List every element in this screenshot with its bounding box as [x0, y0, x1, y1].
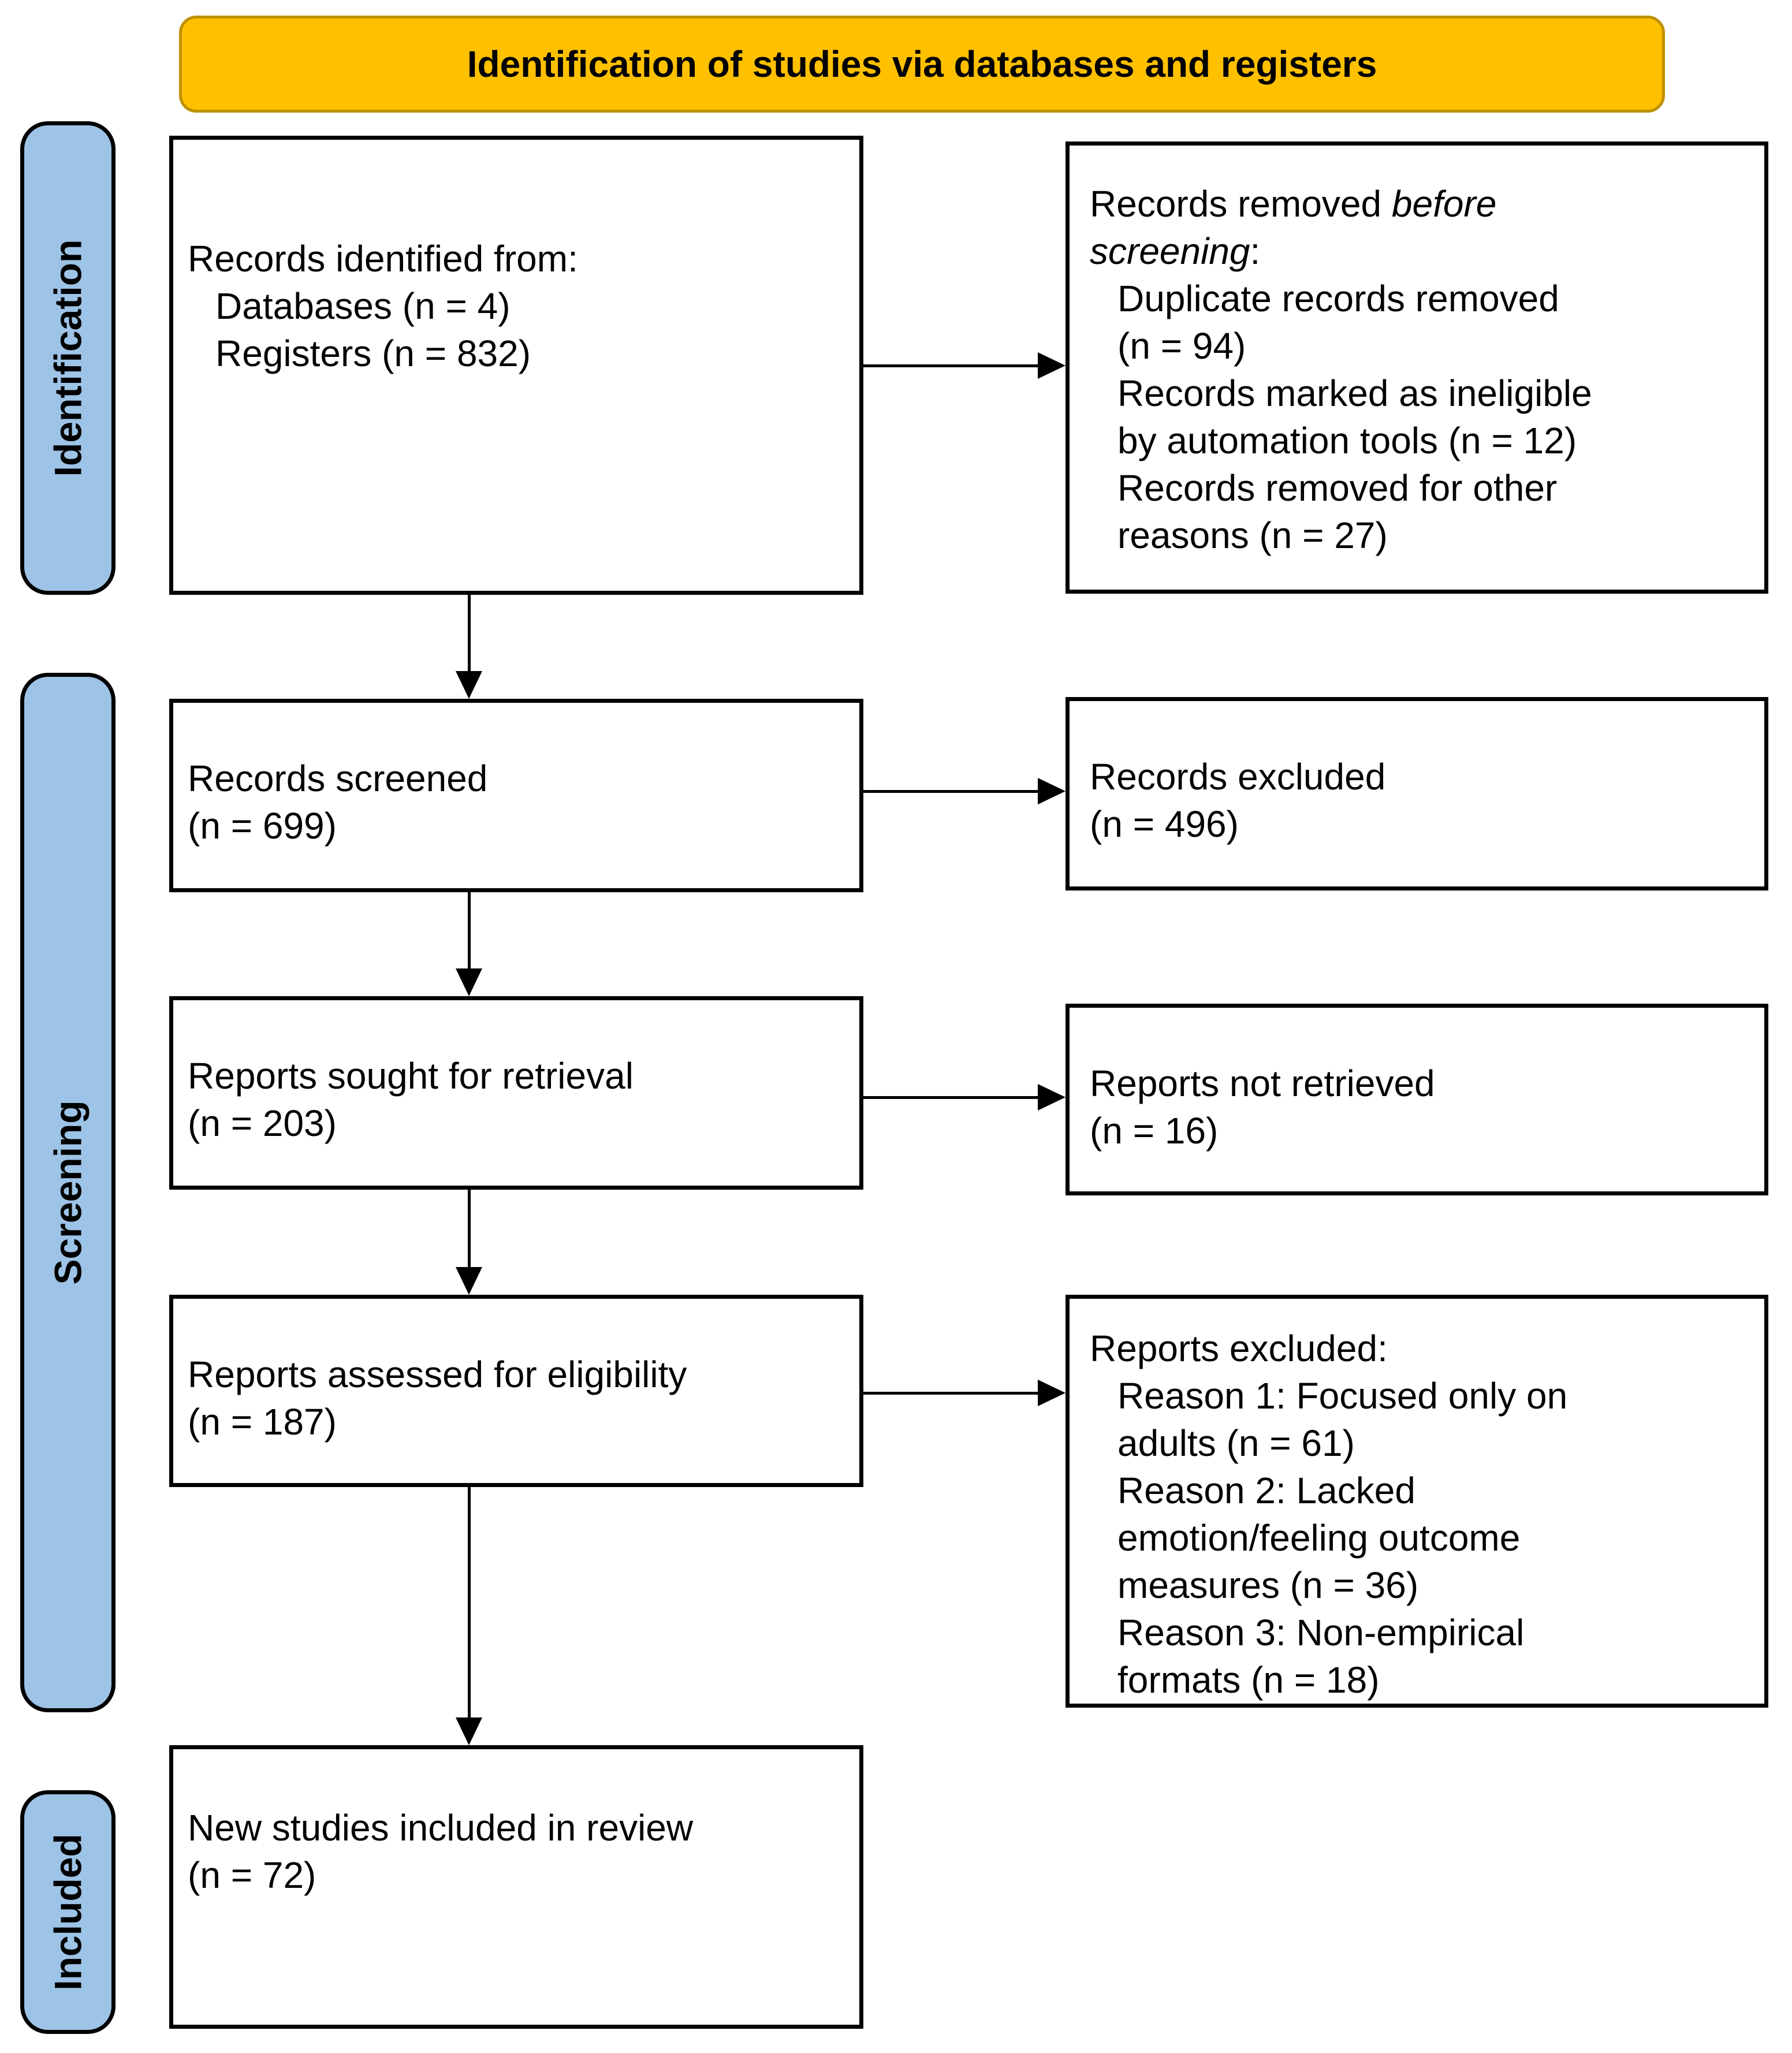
reports-excluded-reason-2: Reason 2: Lacked emotion/feeling outcome measures (n = 36) [1117, 1470, 1521, 1606]
diagram-title: Identification of studies via databases and registers [467, 43, 1377, 85]
records-removed-label-italic-2: screening [1090, 230, 1250, 272]
arrow-right-icon [1038, 1380, 1065, 1406]
arrow-identified-to-screened-line [468, 595, 471, 673]
records-identified-databases: Databases (n = 4) [215, 285, 511, 327]
box-records-screened [169, 699, 863, 892]
arrow-right-icon [1038, 778, 1065, 804]
reports-excluded-reason-3: Reason 3: Non-empirical formats (n = 18) [1117, 1612, 1525, 1701]
new-studies-included-text: New studies included in review (n = 72) [188, 1807, 694, 1896]
box-reports-assessed [169, 1295, 863, 1487]
box-records-identified [169, 136, 863, 595]
reports-sought-text: Reports sought for retrieval (n = 203) [188, 1055, 634, 1144]
diagram-title-banner [179, 16, 1665, 113]
arrow-assessed-to-reports-excluded-line [863, 1392, 1039, 1395]
box-records-removed-before-screening [1065, 141, 1768, 594]
stage-label-screening-text: Screening [46, 1100, 90, 1285]
arrow-screened-to-sought-line [468, 892, 471, 971]
records-screened-text: Records screened (n = 699) [188, 758, 488, 847]
stage-label-screening [20, 673, 116, 1712]
arrow-down-icon [456, 1717, 482, 1745]
arrow-sought-to-not-retrieved-line [863, 1096, 1039, 1099]
stage-label-included [20, 1790, 116, 2034]
records-removed-label-suffix: : [1250, 230, 1261, 272]
stage-label-identification-text: Identification [46, 239, 90, 477]
records-excluded-text: Records excluded (n = 496) [1090, 756, 1386, 845]
stage-label-identification [20, 121, 116, 595]
records-identified-label: Records identified from: [188, 238, 578, 280]
stage-label-included-text: Included [46, 1834, 90, 1991]
arrow-screened-to-excluded-line [863, 790, 1039, 793]
box-records-excluded [1065, 697, 1768, 890]
reports-excluded-label: Reports excluded: [1090, 1328, 1388, 1369]
records-removed-other: Records removed for other reasons (n = 27) [1117, 467, 1558, 556]
arrow-assessed-to-included-line [468, 1487, 471, 1720]
records-removed-label-italic-1: before [1391, 183, 1497, 225]
records-removed-label-prefix: Records removed [1090, 183, 1392, 225]
reports-assessed-text: Reports assessed for eligibility (n = 187) [188, 1354, 687, 1443]
records-identified-registers: Registers (n = 832) [215, 333, 531, 374]
reports-not-retrieved-text: Reports not retrieved (n = 16) [1090, 1063, 1435, 1152]
box-reports-excluded [1065, 1295, 1768, 1708]
records-removed-label [1090, 180, 1753, 275]
arrow-sought-to-assessed-line [468, 1190, 471, 1269]
records-removed-duplicates: Duplicate records removed (n = 94) [1117, 278, 1559, 367]
arrow-down-icon [456, 671, 482, 699]
box-reports-sought [169, 996, 863, 1190]
box-reports-not-retrieved [1065, 1004, 1768, 1195]
arrow-identified-to-removed-line [863, 364, 1039, 367]
arrow-right-icon [1038, 1084, 1065, 1111]
arrow-down-icon [456, 1267, 482, 1295]
reports-excluded-reason-1: Reason 1: Focused only on adults (n = 61) [1117, 1375, 1568, 1464]
arrow-right-icon [1038, 352, 1065, 379]
box-new-studies-included [169, 1745, 863, 2029]
records-removed-automation: Records marked as ineligible by automation tools (n = 12) [1117, 372, 1592, 461]
arrow-down-icon [456, 968, 482, 996]
